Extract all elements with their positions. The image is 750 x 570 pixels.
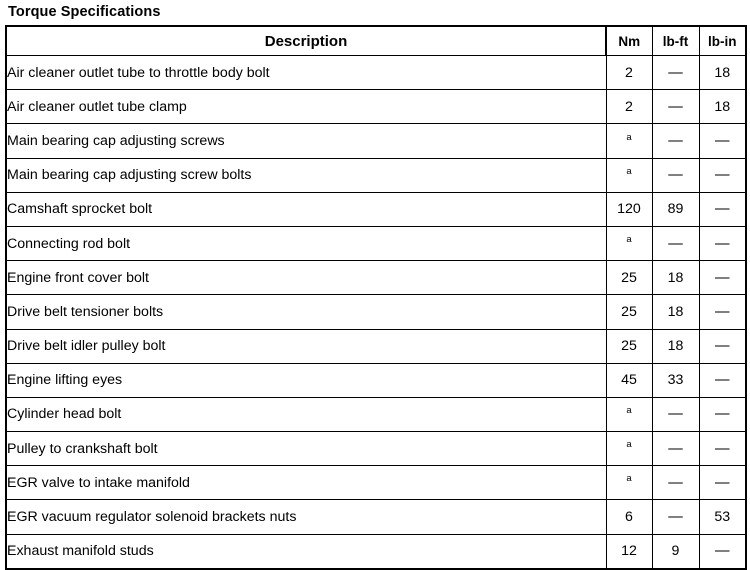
table-row xyxy=(6,397,746,431)
cell-nm xyxy=(606,90,652,124)
cell-lbft xyxy=(652,363,699,397)
footnote-marker: a xyxy=(626,165,632,177)
value-text: 25 xyxy=(621,338,637,355)
cell-description: Air cleaner outlet tube clamp xyxy=(6,90,606,124)
cell-nm xyxy=(606,56,652,90)
value-text: 2 xyxy=(625,64,633,81)
cell-lbft xyxy=(652,158,699,192)
value-text: 9 xyxy=(671,543,680,560)
cell-description: Engine lifting eyes xyxy=(6,363,606,397)
cell-lbin xyxy=(699,500,746,534)
value-dash: — xyxy=(715,269,730,286)
cell-lbin xyxy=(699,192,746,226)
cell-nm xyxy=(606,329,652,363)
cell-nm xyxy=(606,158,652,192)
value-text: 18 xyxy=(667,303,684,320)
cell-lbft xyxy=(652,192,699,226)
table-body xyxy=(6,56,746,569)
cell-lbin xyxy=(699,226,746,260)
table-row xyxy=(6,192,746,226)
cell-nm xyxy=(606,192,652,226)
cell-description: Connecting rod bolt xyxy=(6,226,606,260)
cell-nm xyxy=(606,124,652,158)
value-dash: — xyxy=(715,543,730,560)
cell-description: EGR vacuum regulator solenoid brackets nuts xyxy=(6,500,606,534)
cell-nm xyxy=(606,397,652,431)
cell-lbin xyxy=(699,56,746,90)
cell-lbft xyxy=(652,329,699,363)
footnote-marker: a xyxy=(626,473,632,485)
cell-description: Drive belt tensioner bolts xyxy=(6,295,606,329)
cell-nm xyxy=(606,500,652,534)
value-dash: — xyxy=(668,64,683,81)
cell-lbft xyxy=(652,500,699,534)
value-text: 18 xyxy=(667,338,684,355)
cell-lbin xyxy=(699,432,746,466)
value-text: 53 xyxy=(714,509,731,526)
value-text: 25 xyxy=(621,303,637,320)
value-dash: — xyxy=(715,338,730,355)
value-text: 120 xyxy=(617,201,641,218)
value-dash: — xyxy=(715,406,730,423)
value-dash: — xyxy=(668,98,683,115)
value-text: 12 xyxy=(621,543,637,560)
value-dash: — xyxy=(715,303,730,320)
cell-description: Air cleaner outlet tube to throttle body bolt xyxy=(6,56,606,90)
cell-lbin xyxy=(699,261,746,295)
cell-description: Main bearing cap adjusting screw bolts xyxy=(6,158,606,192)
table-row xyxy=(6,295,746,329)
cell-description: Main bearing cap adjusting screws xyxy=(6,124,606,158)
cell-lbft xyxy=(652,90,699,124)
cell-lbin xyxy=(699,124,746,158)
value-text: 89 xyxy=(667,201,684,218)
value-dash: — xyxy=(668,474,683,491)
table-row xyxy=(6,363,746,397)
value-dash: — xyxy=(715,372,730,389)
cell-lbft xyxy=(652,432,699,466)
table-row xyxy=(6,534,746,569)
table-row xyxy=(6,466,746,500)
table-row xyxy=(6,261,746,295)
cell-lbft xyxy=(652,226,699,260)
value-dash: — xyxy=(715,235,730,252)
value-dash: — xyxy=(715,201,730,218)
page-title: Torque Specifications xyxy=(8,4,161,20)
value-text: 6 xyxy=(625,509,633,526)
cell-lbin xyxy=(699,329,746,363)
value-text: 18 xyxy=(714,98,731,115)
value-dash: — xyxy=(668,406,683,423)
value-text: 18 xyxy=(667,269,684,286)
table-row xyxy=(6,226,746,260)
cell-lbin xyxy=(699,90,746,124)
cell-lbft xyxy=(652,534,699,569)
value-text: 45 xyxy=(621,372,637,389)
value-dash: — xyxy=(668,235,683,252)
table-row xyxy=(6,56,746,90)
table-row xyxy=(6,158,746,192)
value-dash: — xyxy=(668,167,683,184)
table-header xyxy=(6,26,746,56)
cell-description: Exhaust manifold studs xyxy=(6,534,606,569)
cell-nm xyxy=(606,226,652,260)
cell-lbin xyxy=(699,295,746,329)
footnote-marker: a xyxy=(626,405,632,417)
table-row xyxy=(6,500,746,534)
cell-lbft xyxy=(652,397,699,431)
cell-description: Camshaft sprocket bolt xyxy=(6,192,606,226)
column-header-description: Description xyxy=(6,26,606,56)
table-row xyxy=(6,90,746,124)
cell-description: EGR valve to intake manifold xyxy=(6,466,606,500)
column-header-lbin: lb-in xyxy=(699,26,746,56)
column-header-nm: Nm xyxy=(606,26,652,56)
table-row xyxy=(6,329,746,363)
cell-description: Drive belt idler pulley bolt xyxy=(6,329,606,363)
value-dash: — xyxy=(668,132,683,149)
cell-lbft xyxy=(652,261,699,295)
column-header-lbft: lb-ft xyxy=(652,26,699,56)
footnote-marker: a xyxy=(626,439,632,451)
torque-specifications-table xyxy=(5,25,747,570)
cell-nm xyxy=(606,534,652,569)
cell-lbin xyxy=(699,466,746,500)
cell-lbin xyxy=(699,534,746,569)
value-dash: — xyxy=(715,440,730,457)
cell-lbft xyxy=(652,466,699,500)
cell-description: Engine front cover bolt xyxy=(6,261,606,295)
cell-description: Cylinder head bolt xyxy=(6,397,606,431)
cell-nm xyxy=(606,466,652,500)
value-text: 18 xyxy=(714,64,731,81)
value-dash: — xyxy=(668,509,683,526)
table-row xyxy=(6,124,746,158)
cell-lbft xyxy=(652,124,699,158)
value-dash: — xyxy=(715,132,730,149)
cell-nm xyxy=(606,432,652,466)
value-text: 25 xyxy=(621,269,637,286)
cell-lbft xyxy=(652,295,699,329)
cell-lbin xyxy=(699,158,746,192)
cell-nm xyxy=(606,363,652,397)
value-dash: — xyxy=(668,440,683,457)
value-text: 33 xyxy=(667,372,684,389)
cell-nm xyxy=(606,295,652,329)
value-text: 2 xyxy=(625,98,633,115)
footnote-marker: a xyxy=(626,131,632,143)
footnote-marker: a xyxy=(626,234,632,246)
value-dash: — xyxy=(715,167,730,184)
value-dash: — xyxy=(715,474,730,491)
cell-lbin xyxy=(699,397,746,431)
cell-lbin xyxy=(699,363,746,397)
table-row xyxy=(6,432,746,466)
cell-lbft xyxy=(652,56,699,90)
cell-description: Pulley to crankshaft bolt xyxy=(6,432,606,466)
table-header-row xyxy=(6,26,746,56)
cell-nm xyxy=(606,261,652,295)
